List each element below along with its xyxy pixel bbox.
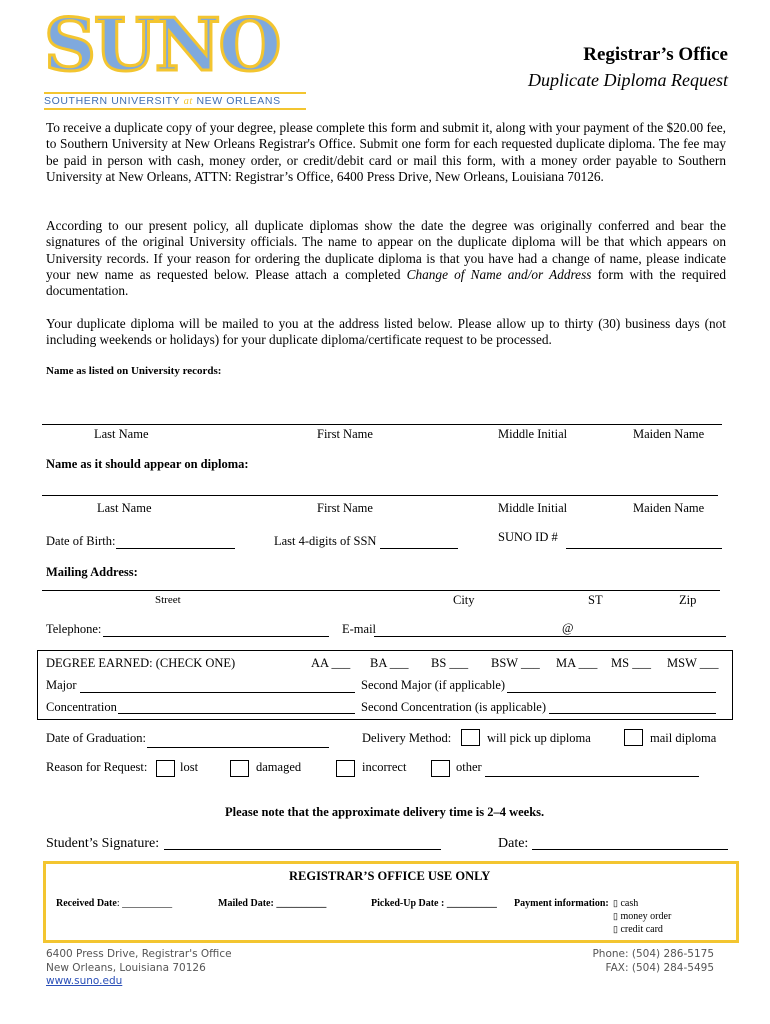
footer-phone: Phone: (504) 286-5175 <box>592 948 714 960</box>
diploma-maiden-name-label: Maiden Name <box>633 501 705 515</box>
records-section-label: Name as listed on University records: <box>46 365 222 377</box>
picked-up-date: Picked-Up Date : __________ <box>371 898 497 909</box>
diploma-middle-initial-label: Middle Initial <box>498 501 568 515</box>
incorrect-checkbox[interactable] <box>336 760 355 777</box>
received-date: Received Date: __________ <box>56 898 173 909</box>
telephone-field[interactable] <box>103 636 329 637</box>
degree-option-ba[interactable]: BA ___ <box>370 656 409 670</box>
logo: SUNO <box>44 2 280 87</box>
page-title: Registrar’s Office <box>583 44 728 65</box>
degree-option-bsw[interactable]: BSW ___ <box>491 656 540 670</box>
signature-date-field[interactable] <box>532 849 728 850</box>
office-use-title: REGISTRAR’S OFFICE USE ONLY <box>289 869 491 883</box>
checkbox-icon: ▯ <box>613 924 618 934</box>
page-subtitle: Duplicate Diploma Request <box>528 70 728 90</box>
suno-id-label: SUNO ID # <box>498 530 558 544</box>
pickup-checkbox[interactable] <box>461 729 480 746</box>
reason-label: Reason for Request: <box>46 760 148 774</box>
degree-option-aa[interactable]: AA ___ <box>311 656 351 670</box>
other-reason-field[interactable] <box>485 776 699 777</box>
footer-fax: FAX: (504) 284-5495 <box>605 961 714 974</box>
signature-label: Student’s Signature: <box>46 836 160 851</box>
damaged-checkbox[interactable] <box>230 760 249 777</box>
email-label: E-mail <box>342 622 377 636</box>
degree-option-ma[interactable]: MA ___ <box>556 656 598 670</box>
records-first-name-label: First Name <box>317 427 373 441</box>
mail-checkbox[interactable] <box>624 729 643 746</box>
diploma-name-field[interactable] <box>42 495 718 496</box>
records-maiden-name-label: Maiden Name <box>633 427 705 441</box>
mailing-address-label: Mailing Address: <box>46 565 138 579</box>
ssn-label: Last 4-digits of SSN <box>274 534 377 548</box>
degree-option-msw[interactable]: MSW ___ <box>667 656 719 670</box>
mailed-date: Mailed Date: __________ <box>218 898 327 909</box>
telephone-label: Telephone: <box>46 622 102 636</box>
intro-paragraph-2: According to our present policy, all duplicate diplomas show the date the degree was originally conferred and bear the signatures of the original University officials. The name to appear on the duplicate diploma will be that which appears on University records. If your reason for ordering the duplicate diploma is that you have had a change of name, please indicate your new name as requested below. Please attach a completed Change of Name and/or Address form with the required documentation. <box>46 218 726 299</box>
records-middle-initial-label: Middle Initial <box>498 427 568 441</box>
payment-option-cash[interactable]: ▯ cash <box>613 898 639 909</box>
checkbox-icon: ▯ <box>613 898 618 908</box>
incorrect-label: incorrect <box>362 760 407 774</box>
concentration-field[interactable] <box>118 713 355 714</box>
intro-paragraph-3: Your duplicate diploma will be mailed to you at the address listed below. Please allow up to thirty (30) business days (not including weekends or holidays) for your duplicate diploma/certificate request to be processed. <box>46 316 726 348</box>
street-label: Street <box>155 594 181 606</box>
checkbox-icon: ▯ <box>613 911 618 921</box>
footer-address <box>46 948 232 989</box>
payment-option-money-order[interactable]: ▯ money order <box>613 911 672 922</box>
diploma-section-label: Name as it should appear on diploma: <box>46 457 249 471</box>
graduation-date-field[interactable] <box>147 747 329 748</box>
suno-id-field[interactable] <box>566 548 722 549</box>
mail-label: mail diploma <box>650 731 717 745</box>
major-label: Major <box>46 678 77 692</box>
payment-option-credit-card[interactable]: ▯ credit card <box>613 924 663 935</box>
other-checkbox[interactable] <box>431 760 450 777</box>
city-label: City <box>453 593 475 607</box>
lost-label: lost <box>180 760 199 774</box>
graduation-date-label: Date of Graduation: <box>46 731 146 745</box>
dob-field[interactable] <box>116 548 235 549</box>
footer-website-link[interactable]: www.suno.edu <box>46 975 123 987</box>
damaged-label: damaged <box>256 760 302 774</box>
diploma-first-name-label: First Name <box>317 501 373 515</box>
delivery-method-label: Delivery Method: <box>362 731 452 745</box>
footer-address-line-1: 6400 Press Drive, Registrar's Office <box>46 948 232 960</box>
logo-tagline: SOUTHERN UNIVERSITY at NEW ORLEANS <box>44 92 306 110</box>
major-field[interactable] <box>80 692 355 693</box>
footer-contact <box>592 948 714 975</box>
state-label: ST <box>588 593 603 607</box>
degree-earned-label: DEGREE EARNED: (CHECK ONE) <box>46 656 236 670</box>
records-last-name-label: Last Name <box>94 427 149 441</box>
intro-paragraph-1: To receive a duplicate copy of your degree, please complete this form and submit it, along with your payment of the $20.00 fee, to Southern University at New Orleans Registrar's Office. Submit one form for each requested duplicate diploma. The fee may be paid in person with cash, money order, or credit/debit card or mail this form, with a money order payable to Southern University at New Orleans, ATTN: Registrar’s Office, 6400 Press Drive, New Orleans, Louisiana 70126. <box>46 120 726 184</box>
second-concentration-label: Second Concentration (is applicable) <box>361 700 547 714</box>
second-concentration-field[interactable] <box>549 713 716 714</box>
pickup-label: will pick up diploma <box>487 731 591 745</box>
lost-checkbox[interactable] <box>156 760 175 777</box>
footer-address-line-2: New Orleans, Louisiana 70126 <box>46 961 206 974</box>
other-label: other <box>456 760 482 774</box>
delivery-time-note: Please note that the approximate delivery time is 2–4 weeks. <box>225 805 545 819</box>
concentration-label: Concentration <box>46 700 117 714</box>
signature-date-label: Date: <box>498 836 529 851</box>
signature-field[interactable] <box>164 849 441 850</box>
zip-label: Zip <box>679 593 697 607</box>
degree-option-ms[interactable]: MS ___ <box>611 656 651 670</box>
payment-info-label: Payment information: <box>514 898 609 909</box>
second-major-field[interactable] <box>507 692 716 693</box>
email-at-sign: @ <box>562 621 574 635</box>
dob-label: Date of Birth: <box>46 534 116 548</box>
ssn-field[interactable] <box>380 548 458 549</box>
second-major-label: Second Major (if applicable) <box>361 678 506 692</box>
records-name-field[interactable] <box>42 424 722 425</box>
mailing-address-field[interactable] <box>42 590 720 591</box>
diploma-last-name-label: Last Name <box>97 501 152 515</box>
degree-option-bs[interactable]: BS ___ <box>431 656 469 670</box>
email-field[interactable] <box>374 636 726 637</box>
